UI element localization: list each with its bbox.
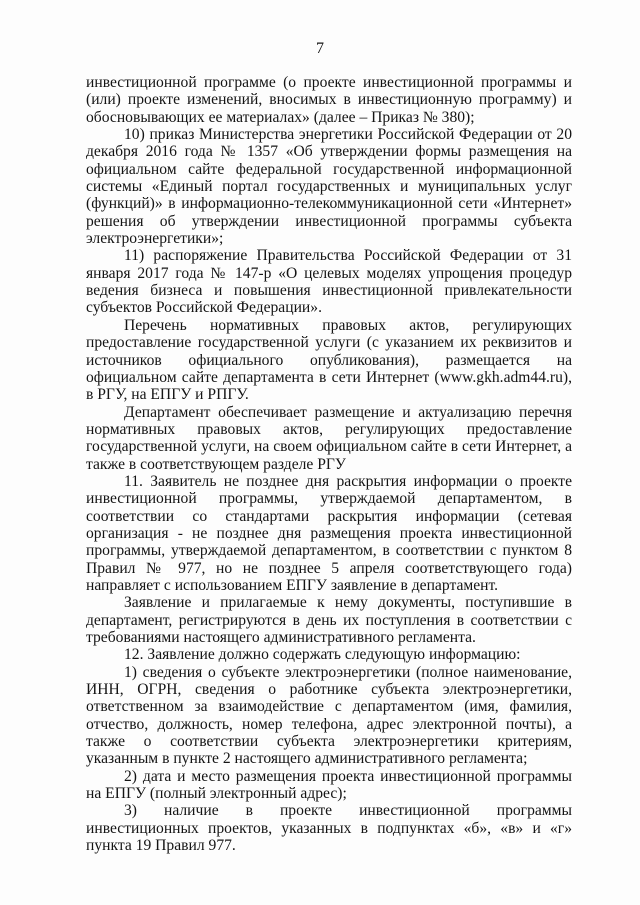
paragraph-10: 2) дата и место размещения проекта инвестиционной программы на ЕПГУ (полный электронный адрес); xyxy=(86,767,572,803)
document-body xyxy=(86,74,572,854)
paragraph-4: Перечень нормативных правовых актов, регулирующих предоставление государственной услуги (с указанием их реквизитов и источников официального опубликования), размещается на официальном сайте департамента в сети Интернет (www.gkh.adm44.ru), в РГУ, на ЕПГУ и РПГУ. xyxy=(86,316,572,404)
paragraph-9: 1) сведения о субъекте электроэнергетики (полное наименование, ИНН, ОГРН, сведения о работнике субъекта электроэнергетики, ответственном за взаимодействие с департаментом (имя, фамилия, отчество, должность, номер телефона, адрес электронной почты), а также о соответствии субъекта электроэнергетики критериям, указанным в пункте 2 настоящего административного регламента; xyxy=(86,663,572,768)
paragraph-2: 10) приказ Министерства энергетики Российской Федерации от 20 декабря 2016 года № 1357 «Об утверждении формы размещения на официальном сайте федеральной государственной информационной системы «Единый портал государственных и муниципальных услуг (функций)» в информационно-телекоммуникационной сети «Интернет» решения об утверждении инвестиционной программы субъекта электроэнергетики»; xyxy=(86,126,572,248)
paragraph-3: 11) распоряжение Правительства Российской Федерации от 31 января 2017 года № 147-р «О целевых моделях упрощения процедур ведения бизнеса и повышения инвестиционной привлекательности субъектов Российской Федерации». xyxy=(86,247,572,317)
paragraph-1: инвестиционной программе (о проекте инвестиционной программы и (или) проекте изменений, вносимых в инвестиционную программу) и обосновывающих ее материалах» (далее – Приказ № 380); xyxy=(86,74,572,126)
paragraph-11: 3) наличие в проекте инвестиционной программы инвестиционных проектов, указанных в подпунктах «б», «в» и «г» пункта 19 Правил 977. xyxy=(86,802,572,855)
paragraph-7: Заявление и прилагаемые к нему документы, поступившие в департамент, регистрируются в день их поступления в соответствии с требованиями настоящего административного регламента. xyxy=(86,594,572,646)
paragraph-5: Департамент обеспечивает размещение и актуализацию перечня нормативных правовых актов, регулирующих предоставление государственной услуги, на своем официальном сайте в сети Интернет, а также в соответствующем разделе РГУ xyxy=(86,403,572,473)
paragraph-6: 11. Заявитель не позднее дня раскрытия информации о проекте инвестиционной программы, утверждаемой департаментом, в соответствии со стандартами раскрытия информации (сетевая организация - не позднее дня размещения проекта инвестиционной программы, утверждаемой департаментом, в соответствии с пунктом 8 Правил № 977, но не позднее 5 апреля соответствующего года) направляет с использованием ЕПГУ заявление в департамент. xyxy=(86,472,572,594)
page-number: 7 xyxy=(316,40,324,57)
paragraph-8: 12. Заявление должно содержать следующую информацию: xyxy=(124,646,521,664)
